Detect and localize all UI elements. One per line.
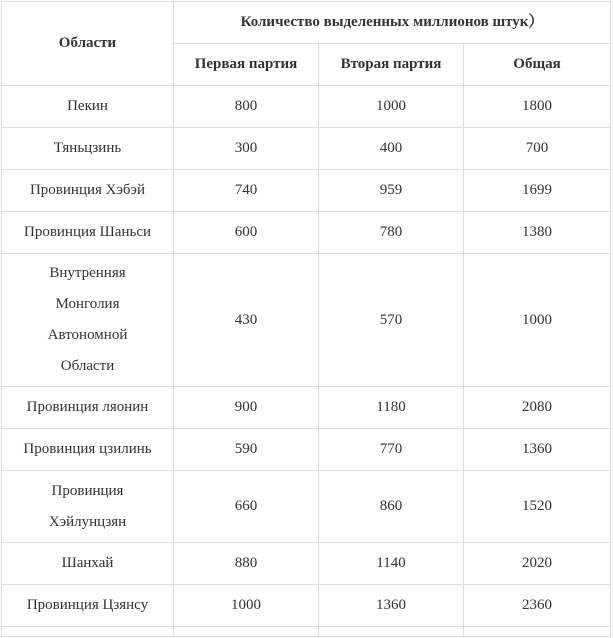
cell-total: 1360 bbox=[464, 429, 611, 471]
table-row bbox=[2, 471, 611, 543]
cell-region: Шанхай bbox=[2, 543, 174, 585]
region-line: Области bbox=[60, 358, 115, 374]
cell-second: 570 bbox=[319, 254, 464, 387]
table-row bbox=[2, 86, 611, 128]
cell-first: 430 bbox=[174, 254, 319, 387]
cell-first: 900 bbox=[174, 387, 319, 429]
cell-region: Провинция цзилинь bbox=[2, 429, 174, 471]
region-line: Хэйлунцзян bbox=[48, 513, 127, 530]
region-line: Автономной bbox=[47, 327, 128, 343]
cell-region: Провинция Шаньси bbox=[2, 212, 174, 254]
cell-total: 2080 bbox=[464, 387, 611, 429]
cell-region bbox=[2, 254, 174, 387]
cell-first: 1000 bbox=[174, 585, 319, 627]
cell-region: Провинция Хэбэй bbox=[2, 170, 174, 212]
header-row-top bbox=[2, 2, 611, 44]
cell-total: 1380 bbox=[464, 212, 611, 254]
cell-region: Пекин bbox=[2, 86, 174, 128]
cell-region: Тяньцзинь bbox=[2, 128, 174, 170]
header-second-batch: Вторая партия bbox=[319, 44, 464, 86]
table-row bbox=[2, 429, 611, 471]
table-row bbox=[2, 387, 611, 429]
cell-first: 800 bbox=[174, 86, 319, 128]
cell-region: Провинция ляонин bbox=[2, 387, 174, 429]
cell-total: 1000 bbox=[464, 254, 611, 387]
cell-second: 1180 bbox=[319, 387, 464, 429]
table-row bbox=[2, 543, 611, 585]
cell-second: 1000 bbox=[319, 86, 464, 128]
header-group: Количество выделенных миллионов штук） bbox=[174, 2, 611, 44]
header-region: Области bbox=[2, 2, 174, 86]
cell-second: 1140 bbox=[319, 543, 464, 585]
cell-total: 1800 bbox=[464, 86, 611, 128]
cell-second: 770 bbox=[319, 429, 464, 471]
cell-total: 700 bbox=[464, 128, 611, 170]
region-line: Внутренняя bbox=[49, 265, 126, 281]
table-row bbox=[2, 212, 611, 254]
region-line: Провинция bbox=[51, 482, 124, 499]
table-row bbox=[2, 254, 611, 387]
cell-second: 959 bbox=[319, 170, 464, 212]
header-first-batch: Первая партия bbox=[174, 44, 319, 86]
table-row bbox=[2, 128, 611, 170]
header-total: Общая bbox=[464, 44, 611, 86]
cell-second: 400 bbox=[319, 128, 464, 170]
cell-first: 880 bbox=[174, 543, 319, 585]
cell-first: 660 bbox=[174, 471, 319, 543]
allocation-table bbox=[1, 1, 611, 637]
cell-total: 1699 bbox=[464, 170, 611, 212]
cell-second: 780 bbox=[319, 212, 464, 254]
region-line: Монголия bbox=[55, 296, 120, 312]
cell-total: 1520 bbox=[464, 471, 611, 543]
table-row bbox=[2, 170, 611, 212]
cell-total: 2020 bbox=[464, 543, 611, 585]
table-row bbox=[2, 585, 611, 627]
cell-first: 590 bbox=[174, 429, 319, 471]
cell-total: 2360 bbox=[464, 585, 611, 627]
cell-second: 860 bbox=[319, 471, 464, 543]
cell-first: 300 bbox=[174, 128, 319, 170]
table-row-cutoff bbox=[2, 627, 611, 637]
cell-first: 740 bbox=[174, 170, 319, 212]
cell-first: 600 bbox=[174, 212, 319, 254]
cell-region bbox=[2, 471, 174, 543]
cell-second: 1360 bbox=[319, 585, 464, 627]
cell-region: Провинция Цзянсу bbox=[2, 585, 174, 627]
